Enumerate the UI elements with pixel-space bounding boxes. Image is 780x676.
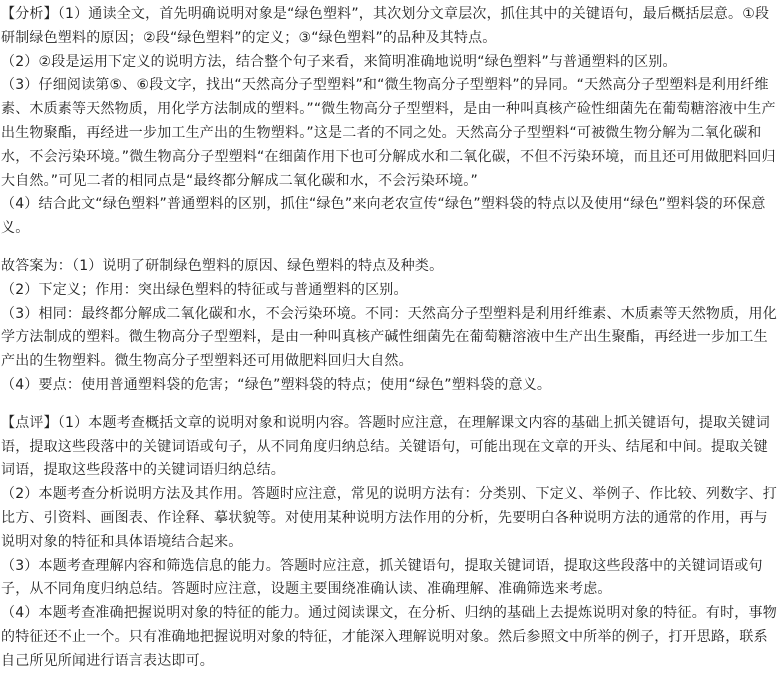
comment-paragraph-3: （3）本题考查理解内容和筛选信息的能力。答题时应注意，抓关键语句，提取关键词语，提取这些段落中的关键词语或句子，从不同角度归纳总结。答题时应注意，设题主要围绕准确认读、准确理解、准确筛选来考虑。 [1, 557, 763, 598]
answer-paragraph-2: （2）下定义；作用：突出绿色塑料的特征或与普通塑料的区别。 [1, 281, 408, 298]
analysis-paragraph-3: （3）仔细阅读第⑤、⑥段文字，找出“天然高分子型塑料”和“微生物高分子型塑料”的异同。“天然高分子型塑料是利用纤维素、木质素等天然物质，用化学方法制成的塑料。”“微生物高分子型塑料，是由一种叫真核产硷性细菌先在葡萄糖溶液中生产出生物聚酯，再经进一步加工生产出的生物塑料。”这是二者的不同之处。天然高分子型塑料“可被微生物分解为二氧化碳和水，不会污染环境。”微生物高分子型塑料“在细菌作用下也可分解成水和二氧化碳，不但不污染环境，而且还可用做肥料回归大自然。”可见二者的相同点是“最终都分解成二氧化碳和水，不会污染环境。” [1, 77, 776, 189]
analysis-paragraph-2: （2）②段是运用下定义的说明方法，结合整个句子来看，来简明准确地说明“绿色塑料”与普通塑料的区别。 [1, 53, 677, 70]
answer-paragraph-1: 故答案为：（1）说明了研制绿色塑料的原因、绿色塑料的特点及种类。 [1, 257, 444, 274]
spacer [1, 241, 777, 255]
comment-paragraph-1: 【点评】（1）本题考查概括文章的说明对象和说明内容。答题时应注意，在理解课文内容的基础上抓关键语句，提取关键词语，提取这些段落中的关键词语或句子，从不同角度归纳总结。关键语句，可能出现在文章的开头、结尾和中间。提取关键词语，提取这些段落中的关键词语归纳总结。 [1, 414, 770, 479]
spacer [1, 398, 777, 412]
analysis-paragraph-4: （4）结合此文“绿色塑料”普通塑料的区别，抓住“绿色”来向老农宣传“绿色”塑料袋的特点以及使用“绿色”塑料袋的环保意义。 [1, 196, 766, 237]
explanation-document [1, 3, 777, 674]
answer-paragraph-4: （4）要点：使用普通塑料袋的危害；“绿色”塑料袋的特点；使用“绿色”塑料袋的意义。 [1, 376, 552, 393]
comment-paragraph-2: （2）本题考查分析说明方法及其作用。答题时应注意，常见的说明方法有：分类别、下定义、举例子、作比较、列数字、打比方、引资料、画图表、作诠释、摹状貌等。对使用某种说明方法作用的分析，先要明白各种说明方法的通常的作用，再与说明对象的特征和具体语境结合起来。 [1, 486, 777, 550]
answer-paragraph-3: （3）相同：最终都分解成二氧化碳和水，不会污染环境。不同：天然高分子型塑料是利用纤维素、木质素等天然物质，用化学方法制成的塑料。微生物高分子型塑料，是由一种叫真核产碱性细菌先在葡萄糖溶液中生产出生聚酯，再经进一步加工生产出的生物塑料。微生物高分子型塑料还可用做肥料回归大自然。 [1, 305, 777, 370]
analysis-paragraph-1: 【分析】（1）通读全文，首先明确说明对象是“绿色塑料”，其次划分文章层次，抓住其中的关键语句，最后概括层意。①段研制绿色塑料的原因；②段“绿色塑料”的定义；③“绿色塑料”的品种及其特点。 [1, 6, 770, 46]
comment-paragraph-4: （4）本题考查准确把握说明对象的特征的能力。通过阅读课文，在分析、归纳的基础上去提炼说明对象的特征。有时，事物的特征还不止一个。只有准确地把握说明对象的特征，才能深入理解说明对象。然后参照文中所举的例子，打开思路，联系自己所见所闻进行语言表达即可。 [1, 605, 777, 669]
